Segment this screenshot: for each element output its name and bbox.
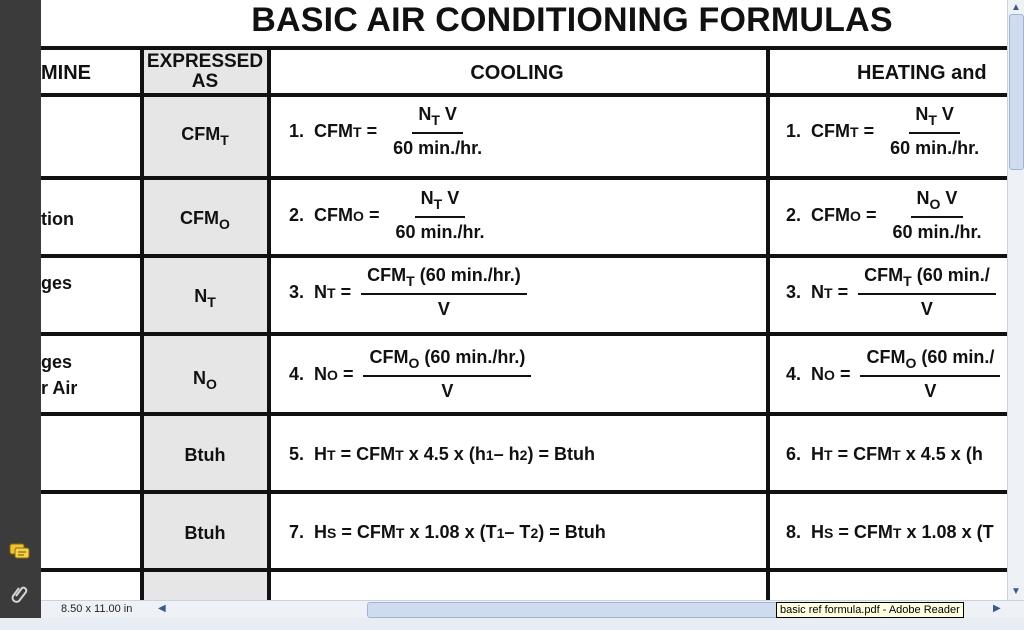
row-divider [41,490,1007,494]
header-expressed-line2: AS [191,71,219,92]
cooling-formula-1: 1. CFM T = $\frac{N_T V}{60 \min./hr.}$ [289,104,483,158]
attachment-icon[interactable] [8,582,32,606]
row-label-fragment: ges [41,273,73,293]
scroll-right-icon[interactable]: ▶ [993,603,1001,614]
cooling-formula-7: 7. H S = CFM T x 1.08 x (T 1 – T 2 ) = Btuh [289,522,606,542]
column-divider [267,46,271,600]
scroll-down-icon[interactable]: ▼ [1011,586,1021,597]
table-top-border [41,46,1007,50]
pdf-page-view[interactable] [41,0,1007,600]
header-expressed-line1: EXPRESSED [146,51,264,72]
page-title: BASIC AIR CONDITIONING FORMULAS [251,1,893,39]
heating-formula-6: 6. H T = CFM T x 4.5 x (h [786,444,983,464]
expressed-cell: $N_O$ [193,368,217,392]
heating-formula-2: 2. CFM O = $\frac{N_O V}{60 \min./hr.}$ [786,188,982,242]
expressed-cell: $N_T$ [194,286,216,310]
vertical-scroll-thumb[interactable] [1009,14,1024,170]
expressed-cell: $CFM_O$ [180,208,230,232]
header-bottom-border [41,93,1007,97]
cooling-formula-3: 3. N T = $\frac{CFM_T (60 \min./hr.)}{V}$ [289,265,537,320]
heating-formula-4: 4. N O = $\frac{CFM_O (60 \min./}{V}$ [786,347,1007,402]
heating-formula-3: 3. N T = $\frac{CFM_T (60 \min./}{V}$ [786,265,1006,320]
scroll-up-icon[interactable]: ▲ [1011,2,1021,13]
heating-formula-1: 1. CFM T = $\frac{N_T V}{60 \min./hr.}$ [786,104,980,158]
header-determine: MINE [41,62,91,84]
header-cooling: COOLING [470,62,564,84]
expressed-cell: Btuh [184,523,226,543]
row-divider [41,254,1007,258]
row-label-fragment: tion [41,209,74,229]
header-expressed-as [144,52,266,92]
bottom-window-strip [0,618,1024,630]
page-size-label: 8.50 x 11.00 in [61,603,133,615]
left-navigation-panel [0,0,41,630]
row-divider [41,568,1007,572]
heating-formula-8: 8. H S = CFM T x 1.08 x (T [786,522,994,542]
row-divider [41,332,1007,336]
expressed-cell: Btuh [184,445,226,465]
comment-icon[interactable] [8,540,32,564]
row-divider [41,412,1007,416]
expressed-cell: $CFM_T$ [181,124,229,148]
column-divider [766,46,770,600]
scroll-left-icon[interactable]: ◀ [158,603,166,614]
cooling-formula-5: 5. H T = CFM T x 4.5 x (h 1 – h 2 ) = Btuh [289,444,595,464]
cooling-formula-4: 4. N O = $\frac{CFM_O (60 \min./hr.)}{V}$ [289,347,541,402]
cooling-formula-2: 2. CFM O = $\frac{N_T V}{60 \min./hr.}$ [289,188,485,242]
taskbar-tooltip: basic ref formula.pdf - Adobe Reader [776,602,964,618]
horizontal-scroll-thumb[interactable] [367,602,789,618]
row-label-fragment: r Air [41,378,78,398]
header-heating: HEATING and [857,62,987,84]
row-label-fragment: ges [41,352,73,372]
row-divider [41,176,1007,180]
